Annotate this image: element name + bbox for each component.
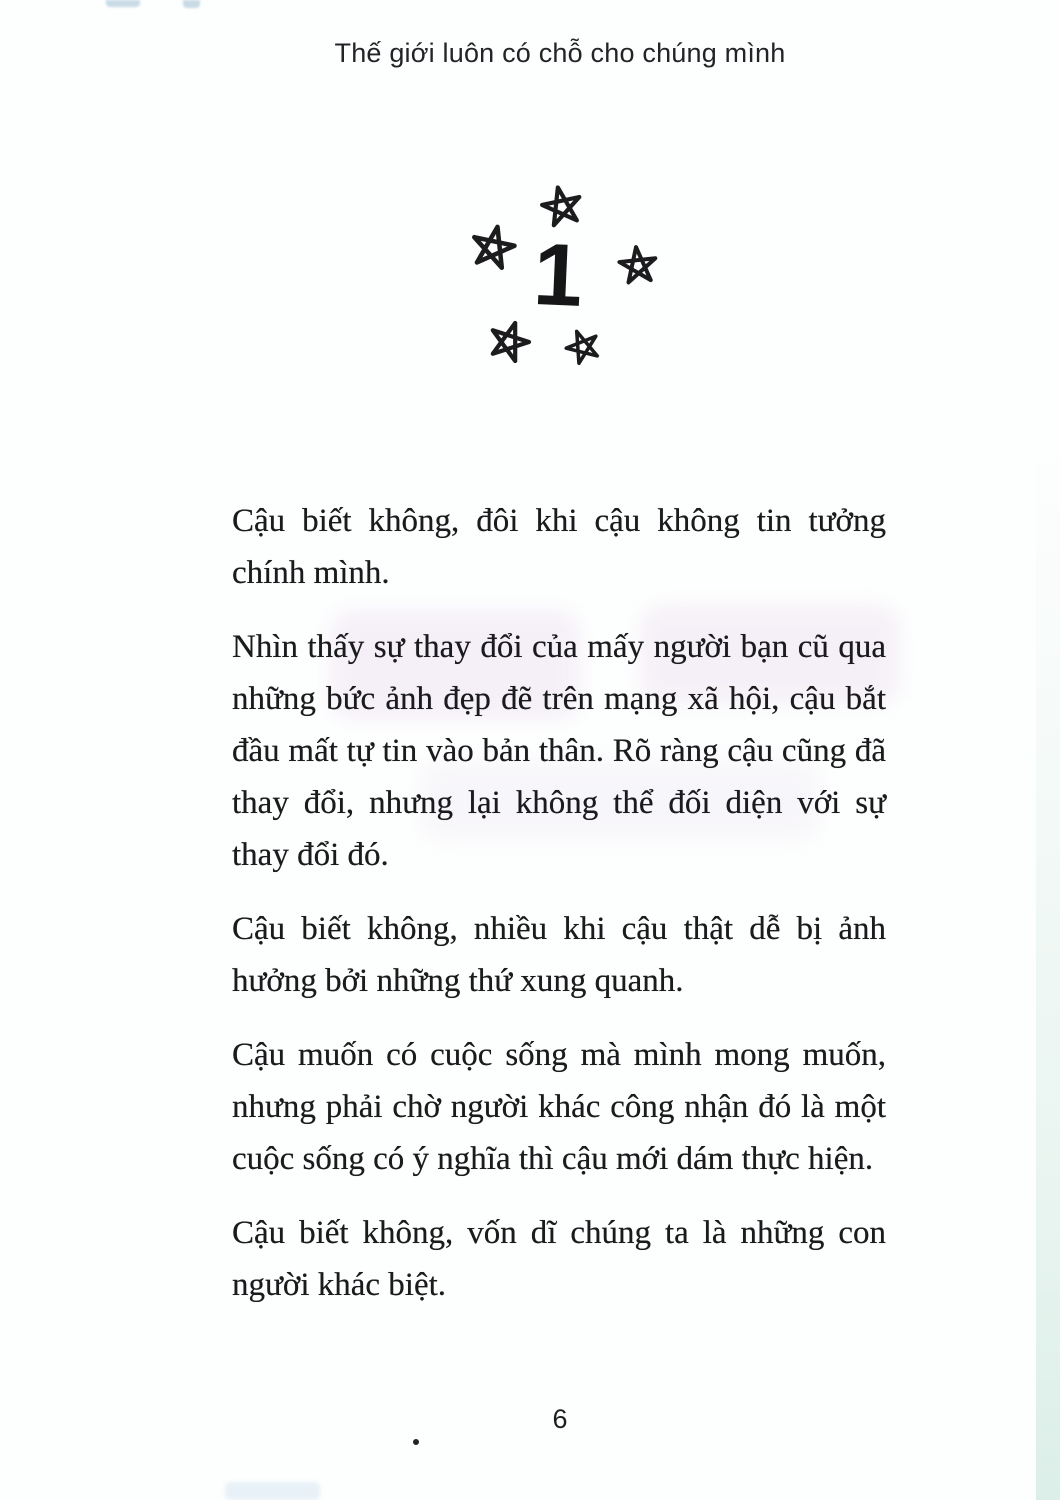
body-text <box>232 495 886 1333</box>
star-icon <box>486 317 533 363</box>
star-icon <box>562 325 603 365</box>
star-icon <box>469 223 517 270</box>
page-edge-tint <box>1036 0 1060 1500</box>
paragraph-1: Cậu biết không, đôi khi cậu không tin tưởng chính mình. <box>232 503 886 591</box>
scan-edge-artifact <box>183 0 200 8</box>
scan-edge-artifact <box>106 0 140 7</box>
paragraph-3: Cậu biết không, nhiều khi cậu thật dễ bị ảnh hưởng bởi những thứ xung quanh. <box>232 911 886 999</box>
chapter-ornament <box>440 168 690 383</box>
star-icon <box>539 183 584 226</box>
page-number: 6 <box>552 1404 568 1434</box>
star-icon <box>618 245 658 283</box>
scan-corner-artifact <box>225 1482 320 1500</box>
paragraph-2: Nhìn thấy sự thay đổi của mấy người bạn cũ qua những bức ảnh đẹp đẽ trên mạng xã hội, cậu bắt đầu mất tự tin vào bản thân. Rõ ràng cậu cũng đã thay đổi, nhưng lại không thể đối diện với sự thay đổi đó. <box>232 629 886 873</box>
chapter-number: 1 <box>531 223 585 326</box>
running-head: Thế giới luôn có chỗ cho chúng mình <box>334 38 786 68</box>
paragraph-5: Cậu biết không, vốn dĩ chúng ta là những con người khác biệt. <box>232 1215 886 1303</box>
paragraph-4: Cậu muốn có cuộc sống mà mình mong muốn, nhưng phải chờ người khác công nhận đó là một cuộc sống có ý nghĩa thì cậu mới dám thực hiện. <box>232 1037 886 1177</box>
ink-speck-artifact <box>413 1439 419 1445</box>
